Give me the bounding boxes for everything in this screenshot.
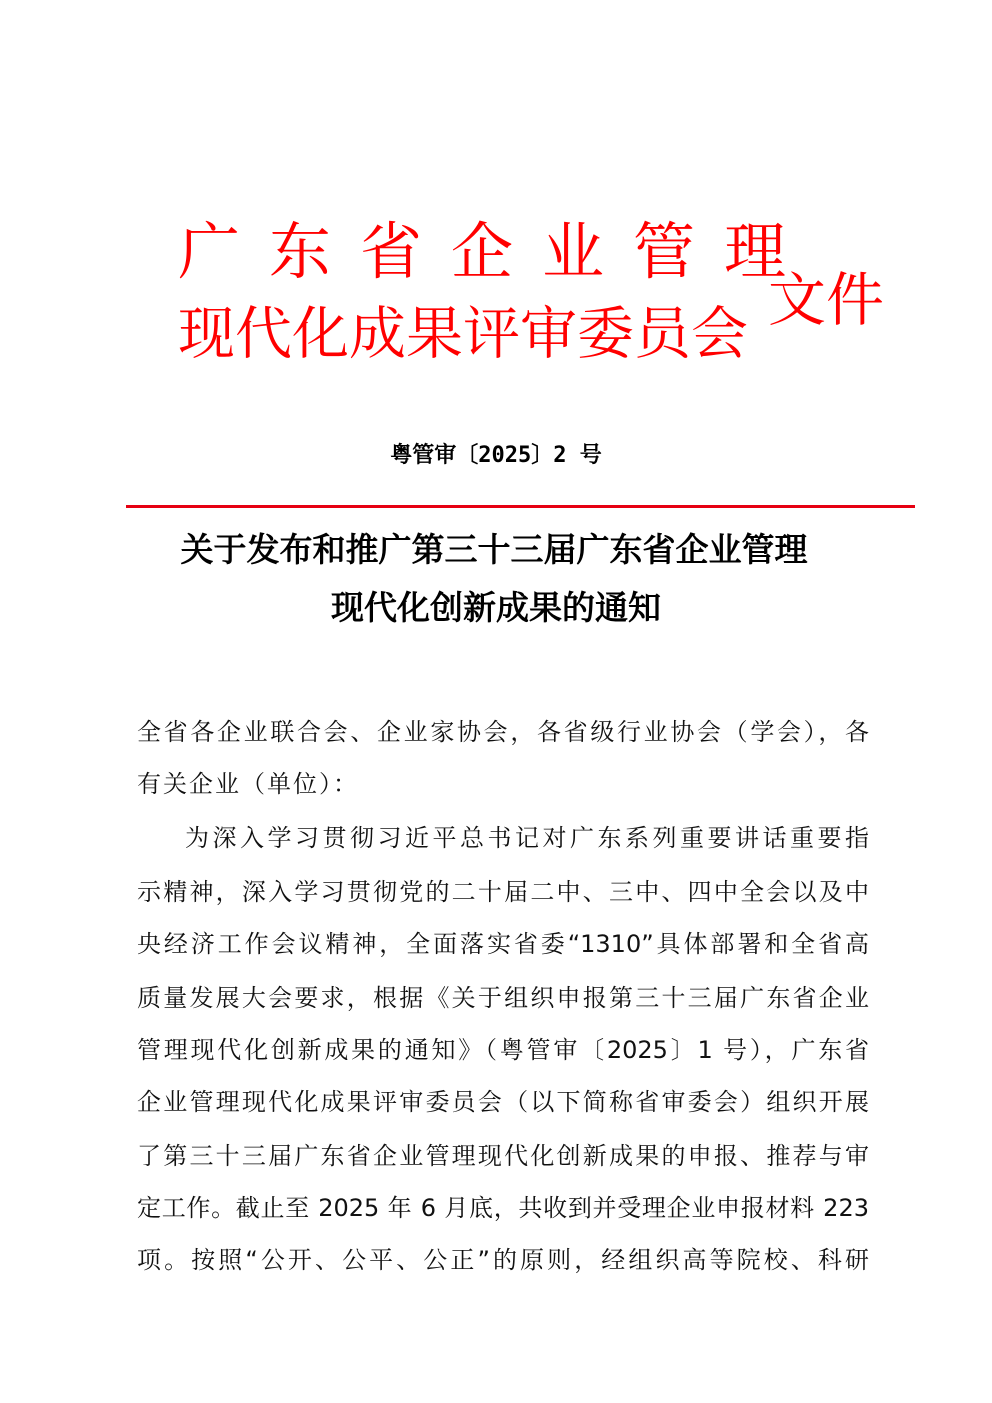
salutation-line-1: 全省各企业联合会、企业家协会，各省级行业协会（学会），各 (137, 718, 869, 746)
body-paragraph-line: 了第三十三届广东省企业管理现代化创新成果的申报、推荐与审 (137, 1142, 869, 1170)
body-paragraph-line: 为深入学习贯彻习近平总书记对广东系列重要讲话重要指 (185, 824, 869, 852)
issuing-org-line-2: 现代化成果评审委员会 (178, 301, 748, 367)
document-title-line-1: 关于发布和推广第三十三届广东省企业管理 (180, 530, 808, 569)
issuing-org-line-1: 广东省企业管理 (178, 215, 816, 288)
body-paragraph-line: 企业管理现代化成果评审委员会（以下简称省审委会）组织开展 (137, 1088, 869, 1116)
body-paragraph-line: 项。按照“公开、公平、公正”的原则，经组织高等院校、科研 (137, 1246, 869, 1274)
body-paragraph-line: 定工作。截止至 2025 年 6 月底，共收到并受理企业申报材料 223 (137, 1194, 869, 1222)
body-paragraph-line: 示精神，深入学习贯彻党的二十届二中、三中、四中全会以及中 (137, 878, 869, 906)
document-title-line-2: 现代化创新成果的通知 (331, 588, 661, 627)
salutation-line-2: 有关企业（单位）： (137, 770, 359, 798)
body-paragraph-line: 质量发展大会要求，根据《关于组织申报第三十三届广东省企业 (137, 984, 869, 1012)
red-divider-rule (126, 505, 915, 508)
issuing-org-suffix: 文件 (768, 266, 885, 334)
body-paragraph-line: 管理现代化创新成果的通知》（粤管审〔2025〕1 号），广东省 (137, 1036, 869, 1064)
document-number: 粤管审〔2025〕2 号 (390, 443, 602, 468)
body-paragraph-line: 央经济工作会议精神，全面落实省委“1310”具体部署和全省高 (137, 930, 869, 958)
